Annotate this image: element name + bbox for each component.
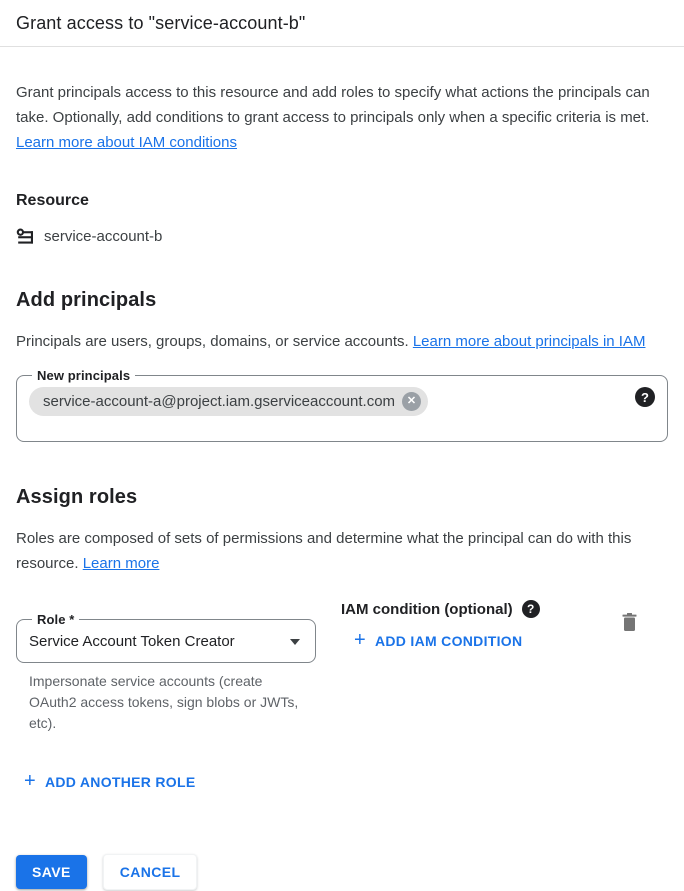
resource-row [16,228,668,245]
role-description-text: Impersonate service accounts (create OAuth2 access tokens, sign blobs or JWTs, etc). [29,673,299,731]
iam-condition-label: IAM condition (optional) [341,600,513,618]
add-principals-heading: Add principals [16,289,157,311]
assign-roles-heading: Assign roles [16,486,138,508]
principals-learn-more-link[interactable]: Learn more about principals in IAM [412,333,646,350]
add-iam-condition-button[interactable] [354,631,522,651]
chip-close-icon[interactable]: ✕ [402,392,421,411]
role-select-label: Role * [37,612,75,627]
role-select-value: Service Account Token Creator [29,633,235,650]
add-iam-condition-label: ADD IAM CONDITION [374,633,523,649]
delete-role-button[interactable] [621,612,638,636]
role-row [16,598,668,734]
roles-description [16,526,666,576]
principals-description [16,329,666,354]
add-another-role-button[interactable] [24,772,196,792]
service-account-icon [16,228,35,245]
header-divider [0,46,684,47]
trash-icon [621,621,638,636]
save-button[interactable]: SAVE [16,855,87,889]
dialog-header [0,0,684,46]
role-column [16,598,316,734]
plus-icon: + [354,629,366,651]
dropdown-arrow-icon [290,639,300,645]
iam-condition-column [341,598,621,652]
iam-conditions-link[interactable]: Learn more about IAM conditions [16,134,237,151]
add-another-role-label: ADD ANOTHER ROLE [44,774,196,790]
principal-chip-label: service-account-a@project.iam.gserviceaccount.com [43,393,396,410]
roles-learn-more-link[interactable]: Learn more [82,555,160,572]
resource-name: service-account-b [44,228,163,245]
resource-heading: Resource [16,192,89,209]
new-principals-label: New principals [37,368,131,383]
intro-text-span: Grant principals access to this resource and add roles to specify what actions the principals can take. Optionally, add conditions to grant access to principals only when a specific criteria is met. [16,84,650,126]
roles-description-span: Roles are composed of sets of permissions and determine what the principal can do with this resource. [16,530,632,572]
new-principals-field[interactable] [16,368,668,442]
dialog-footer [0,854,684,890]
dialog-content [0,80,684,793]
dialog-title: Grant access to "service-account-b" [16,13,306,33]
cancel-button[interactable]: CANCEL [103,854,198,890]
condition-help-icon[interactable]: ? [522,600,540,618]
principal-chip[interactable] [29,387,428,416]
intro-text [16,80,666,155]
plus-icon: + [24,770,36,792]
principals-description-span: Principals are users, groups, domains, or service accounts. [16,333,413,350]
principals-help-icon[interactable]: ? [635,387,655,407]
role-select[interactable] [16,612,316,663]
